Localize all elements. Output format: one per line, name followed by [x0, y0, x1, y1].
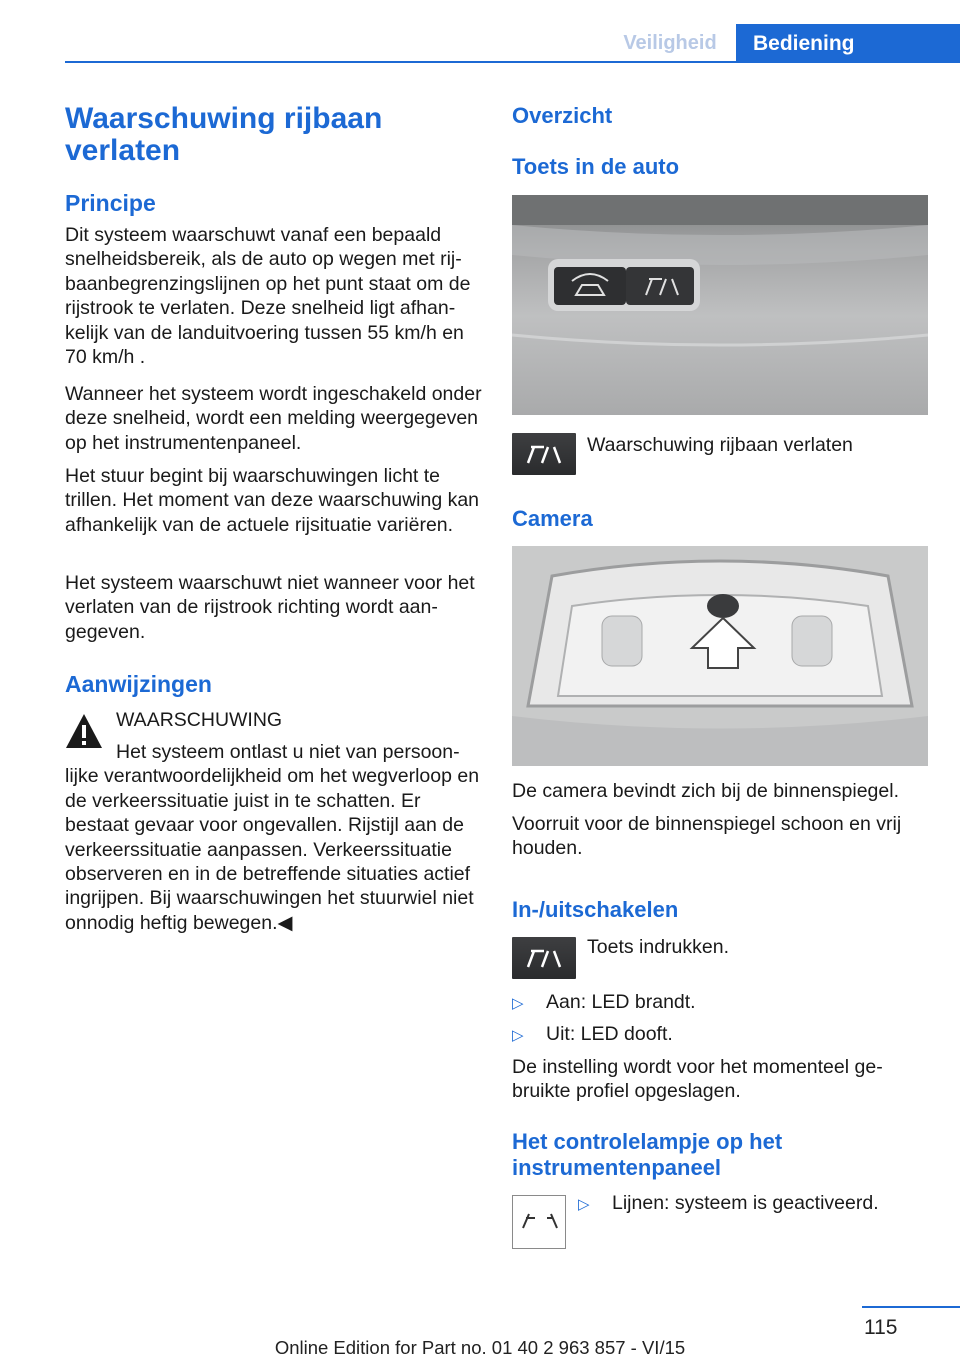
heading-overzicht: Overzicht	[512, 103, 613, 128]
warning-label: WAARSCHUWING	[116, 709, 283, 731]
lines-indicator-icon	[512, 1195, 566, 1249]
paragraph-principe-1: Dit systeem waarschuwt vanaf een bepaald snelheidsbereik, als de auto op wegen met rijbaanbegrenzingslijnen op het punt staat om de rijstrook te verlaten. Deze snelheid ligt afhankelijk van de landuitvoering tussen 55 km/h en 70 km/h .	[65, 224, 471, 369]
heading-in-uitschakelen: In-/uitschakelen	[512, 897, 679, 922]
bullet-triangle-icon: ▷	[578, 1196, 590, 1213]
camera-paragraph-2: Voorruit voor de binnenspiegel schoon en vrij houden.	[512, 813, 902, 860]
lane-warning-button-icon	[512, 433, 576, 475]
footer-edition: Online Edition for Part no. 01 40 2 963 857 - VI/15	[274, 1337, 686, 1358]
footer-rule	[862, 1306, 960, 1308]
car-buttons-photo	[512, 195, 928, 415]
paragraph-principe-2: Wanneer het systeem wordt ingeschakeld onder deze snelheid, wordt een melding weergegeven op het instrumentenpaneel.	[65, 383, 482, 454]
tab-bediening[interactable]: Bediening	[736, 24, 960, 63]
heading-toets: Toets in de auto	[512, 154, 680, 179]
bullet-item-lijnen: ▷ Lijnen: systeem is geactiveerd.	[578, 1191, 879, 1217]
lane-warning-toggle-icon	[512, 937, 576, 979]
button-caption: Waarschuwing rijbaan verlaten	[587, 434, 853, 456]
warning-text: Het systeem ontlast u niet van persoonlijke verantwoordelijkheid om het wegverloop en de verkeerssituatie juist in te schatten. Er bestaat gevaar voor ongevallen. Rijstijl aan de verkeerssituatie aanpassen. Verkeerssituatie observeren en in de betreffende situaties actief ingrijpen. Bij waarschuwingen het stuurwiel niet onnodig heftig bewegen.◀	[65, 741, 480, 934]
paragraph-principe-4: Het systeem waarschuwt niet wanneer voor het verlaten van de rijstrook richting wordt aangegeven.	[65, 572, 475, 643]
heading-aanwijzingen: Aanwijzingen	[65, 671, 212, 697]
bullet-item-uit: ▷ Uit: LED dooft.	[512, 1022, 673, 1048]
tab-veiligheid[interactable]: Veiligheid	[623, 32, 717, 54]
bullet-triangle-icon: ▷	[512, 1027, 524, 1044]
camera-photo	[512, 546, 928, 766]
paragraph-principe-3: Het stuur begint bij waarschuwingen licht te trillen. Het moment van deze waarschuwing kan afhankelijk van de actuele rijsituatie variëren.	[65, 465, 480, 536]
header-rule	[65, 61, 960, 63]
heading-camera: Camera	[512, 506, 593, 531]
bullet-item-aan: ▷ Aan: LED brandt.	[512, 990, 696, 1016]
heading-principe: Principe	[65, 190, 156, 216]
page-number: 115	[864, 1316, 898, 1339]
setting-paragraph: De instelling wordt voor het momenteel gebruikte profiel opgeslagen.	[512, 1056, 883, 1103]
page-title: Waarschuwing rijbaan verlaten	[65, 102, 383, 167]
heading-controlelampje: Het controlelampje op het instrumentenpaneel	[512, 1129, 783, 1180]
press-instruction: Toets indrukken.	[587, 936, 729, 958]
bullet-triangle-icon: ▷	[512, 995, 524, 1012]
camera-paragraph-1: De camera bevindt zich bij de binnenspiegel.	[512, 780, 899, 802]
